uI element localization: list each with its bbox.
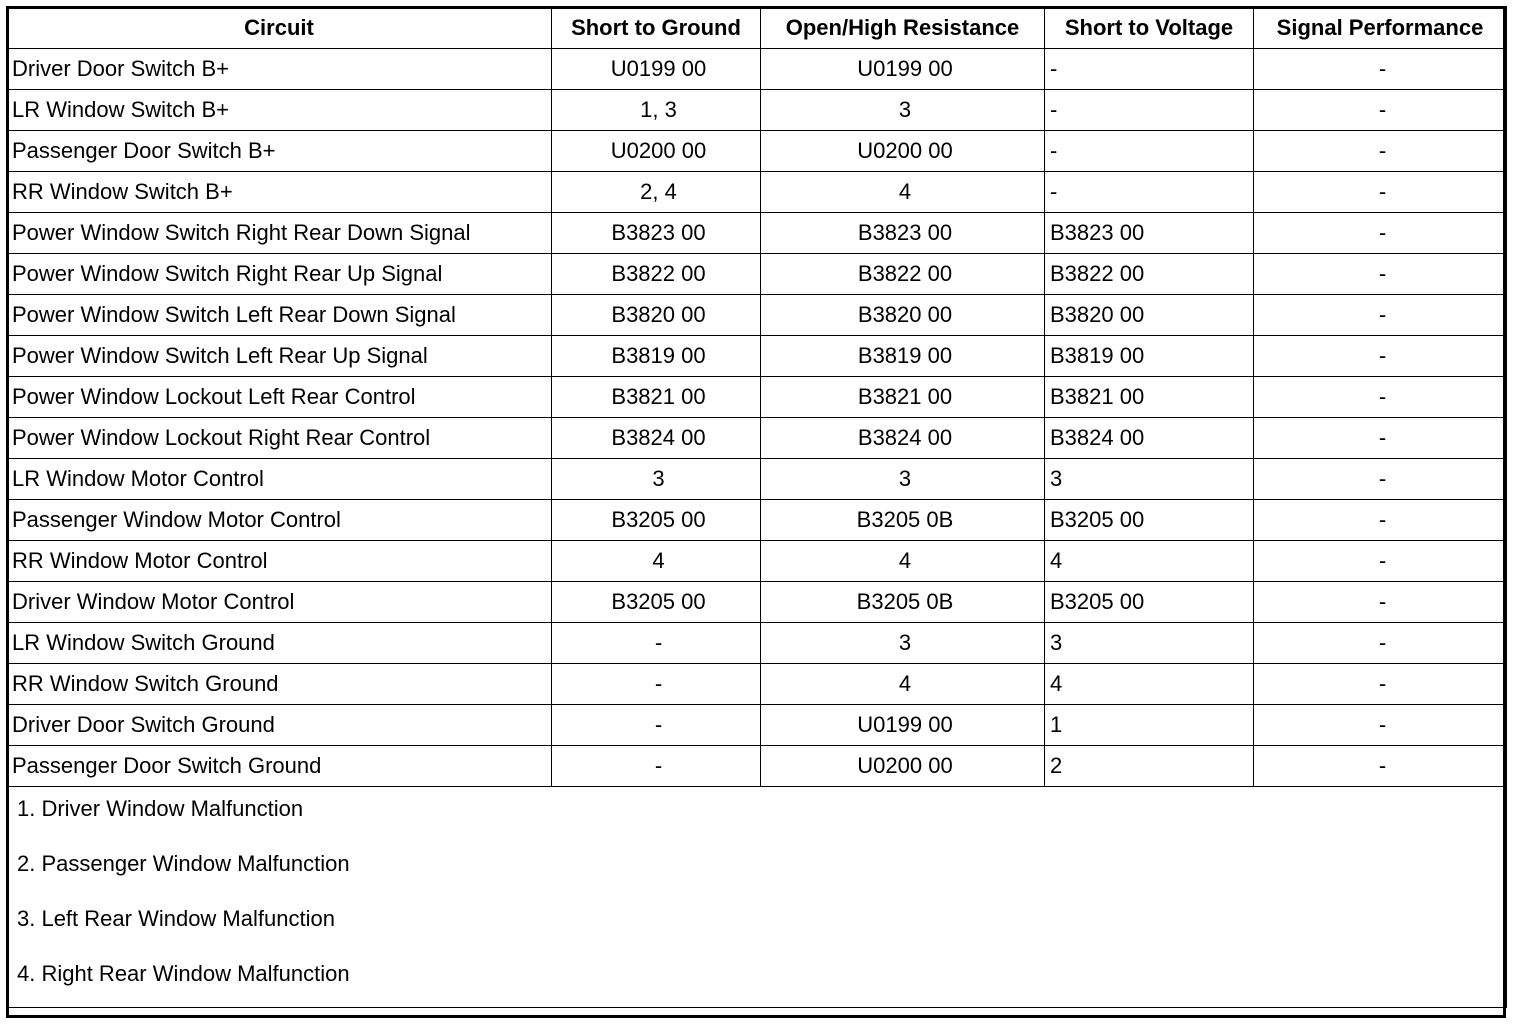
signal-performance-cell: - [1254,746,1507,787]
circuit-cell: Passenger Door Switch B+ [7,131,552,172]
open-high-resistance-cell: B3822 00 [761,254,1045,295]
short-to-voltage-cell: - [1045,172,1254,213]
signal-performance-cell: - [1254,664,1507,705]
circuit-cell: RR Window Switch Ground [7,664,552,705]
circuit-cell: Power Window Switch Right Rear Up Signal [7,254,552,295]
short-to-voltage-cell: 3 [1045,623,1254,664]
short-to-ground-cell: U0199 00 [552,49,761,90]
table-row [7,377,1507,418]
open-high-resistance-cell: 4 [761,664,1045,705]
short-to-voltage-cell: B3824 00 [1045,418,1254,459]
header-short-to-voltage: Short to Voltage [1045,7,1254,49]
header-short-to-ground: Short to Ground [552,7,761,49]
notes-row [7,787,1507,1008]
short-to-ground-cell: B3820 00 [552,295,761,336]
open-high-resistance-cell: U0199 00 [761,49,1045,90]
table-row [7,705,1507,746]
signal-performance-cell: - [1254,623,1507,664]
short-to-voltage-cell: B3822 00 [1045,254,1254,295]
open-high-resistance-cell: B3205 0B [761,582,1045,623]
table-row [7,131,1507,172]
open-high-resistance-cell: 4 [761,172,1045,213]
open-high-resistance-cell: B3820 00 [761,295,1045,336]
short-to-ground-cell: B3823 00 [552,213,761,254]
circuit-cell: LR Window Switch B+ [7,90,552,131]
short-to-ground-cell: U0200 00 [552,131,761,172]
circuit-cell: RR Window Switch B+ [7,172,552,213]
short-to-voltage-cell: 1 [1045,705,1254,746]
short-to-voltage-cell: B3205 00 [1045,500,1254,541]
circuit-cell: Passenger Window Motor Control [7,500,552,541]
circuit-cell: Power Window Switch Right Rear Down Signal [7,213,552,254]
short-to-ground-cell: B3822 00 [552,254,761,295]
signal-performance-cell: - [1254,90,1507,131]
signal-performance-cell: - [1254,500,1507,541]
table-row [7,623,1507,664]
header-row [7,7,1507,49]
open-high-resistance-cell: B3824 00 [761,418,1045,459]
signal-performance-cell: - [1254,582,1507,623]
circuit-cell: LR Window Motor Control [7,459,552,500]
table-row [7,500,1507,541]
circuit-cell: RR Window Motor Control [7,541,552,582]
open-high-resistance-cell: B3205 0B [761,500,1045,541]
header-circuit: Circuit [7,7,552,49]
short-to-voltage-cell: B3820 00 [1045,295,1254,336]
short-to-ground-cell: 4 [552,541,761,582]
signal-performance-cell: - [1254,418,1507,459]
dtc-circuit-table [6,6,1507,1008]
header-open-high-resistance: Open/High Resistance [761,7,1045,49]
table-row [7,418,1507,459]
short-to-voltage-cell: 4 [1045,664,1254,705]
open-high-resistance-cell: 4 [761,541,1045,582]
signal-performance-cell: - [1254,172,1507,213]
short-to-voltage-cell: 2 [1045,746,1254,787]
signal-performance-cell: - [1254,295,1507,336]
table-row [7,746,1507,787]
signal-performance-cell: - [1254,705,1507,746]
short-to-voltage-cell: 3 [1045,459,1254,500]
table-row [7,582,1507,623]
circuit-cell: Driver Door Switch Ground [7,705,552,746]
short-to-ground-cell: B3821 00 [552,377,761,418]
short-to-voltage-cell: - [1045,49,1254,90]
short-to-ground-cell: B3819 00 [552,336,761,377]
table-row [7,254,1507,295]
short-to-ground-cell: 3 [552,459,761,500]
table-row [7,664,1507,705]
table-row [7,295,1507,336]
table-row [7,459,1507,500]
table-row [7,541,1507,582]
open-high-resistance-cell: 3 [761,459,1045,500]
table-row [7,49,1507,90]
table-row [7,90,1507,131]
circuit-cell: Driver Door Switch B+ [7,49,552,90]
circuit-cell: Power Window Switch Left Rear Down Signal [7,295,552,336]
circuit-cell: LR Window Switch Ground [7,623,552,664]
short-to-ground-cell: 2, 4 [552,172,761,213]
signal-performance-cell: - [1254,459,1507,500]
footnote: 2. Passenger Window Malfunction [17,851,350,876]
short-to-ground-cell: - [552,623,761,664]
open-high-resistance-cell: 3 [761,623,1045,664]
footnote: 1. Driver Window Malfunction [17,796,304,821]
open-high-resistance-cell: U0200 00 [761,746,1045,787]
short-to-ground-cell: - [552,705,761,746]
open-high-resistance-cell: 3 [761,90,1045,131]
header-signal-performance: Signal Performance [1254,7,1507,49]
open-high-resistance-cell: B3823 00 [761,213,1045,254]
footnotes [7,787,1507,1008]
signal-performance-cell: - [1254,131,1507,172]
signal-performance-cell: - [1254,541,1507,582]
signal-performance-cell: - [1254,377,1507,418]
short-to-voltage-cell: 4 [1045,541,1254,582]
footnote: 3. Left Rear Window Malfunction [17,906,335,931]
short-to-ground-cell: - [552,746,761,787]
circuit-cell: Passenger Door Switch Ground [7,746,552,787]
signal-performance-cell: - [1254,49,1507,90]
signal-performance-cell: - [1254,336,1507,377]
short-to-ground-cell: B3205 00 [552,582,761,623]
table-row [7,172,1507,213]
short-to-ground-cell: - [552,664,761,705]
footnote: 4. Right Rear Window Malfunction [17,961,350,986]
open-high-resistance-cell: U0200 00 [761,131,1045,172]
short-to-voltage-cell: - [1045,131,1254,172]
short-to-ground-cell: B3824 00 [552,418,761,459]
circuit-cell: Power Window Lockout Right Rear Control [7,418,552,459]
short-to-ground-cell: 1, 3 [552,90,761,131]
short-to-voltage-cell: - [1045,90,1254,131]
open-high-resistance-cell: U0199 00 [761,705,1045,746]
signal-performance-cell: - [1254,254,1507,295]
circuit-cell: Driver Window Motor Control [7,582,552,623]
signal-performance-cell: - [1254,213,1507,254]
open-high-resistance-cell: B3821 00 [761,377,1045,418]
short-to-ground-cell: B3205 00 [552,500,761,541]
short-to-voltage-cell: B3819 00 [1045,336,1254,377]
circuit-cell: Power Window Lockout Left Rear Control [7,377,552,418]
short-to-voltage-cell: B3823 00 [1045,213,1254,254]
short-to-voltage-cell: B3821 00 [1045,377,1254,418]
short-to-voltage-cell: B3205 00 [1045,582,1254,623]
table-row [7,336,1507,377]
circuit-cell: Power Window Switch Left Rear Up Signal [7,336,552,377]
table-row [7,213,1507,254]
open-high-resistance-cell: B3819 00 [761,336,1045,377]
